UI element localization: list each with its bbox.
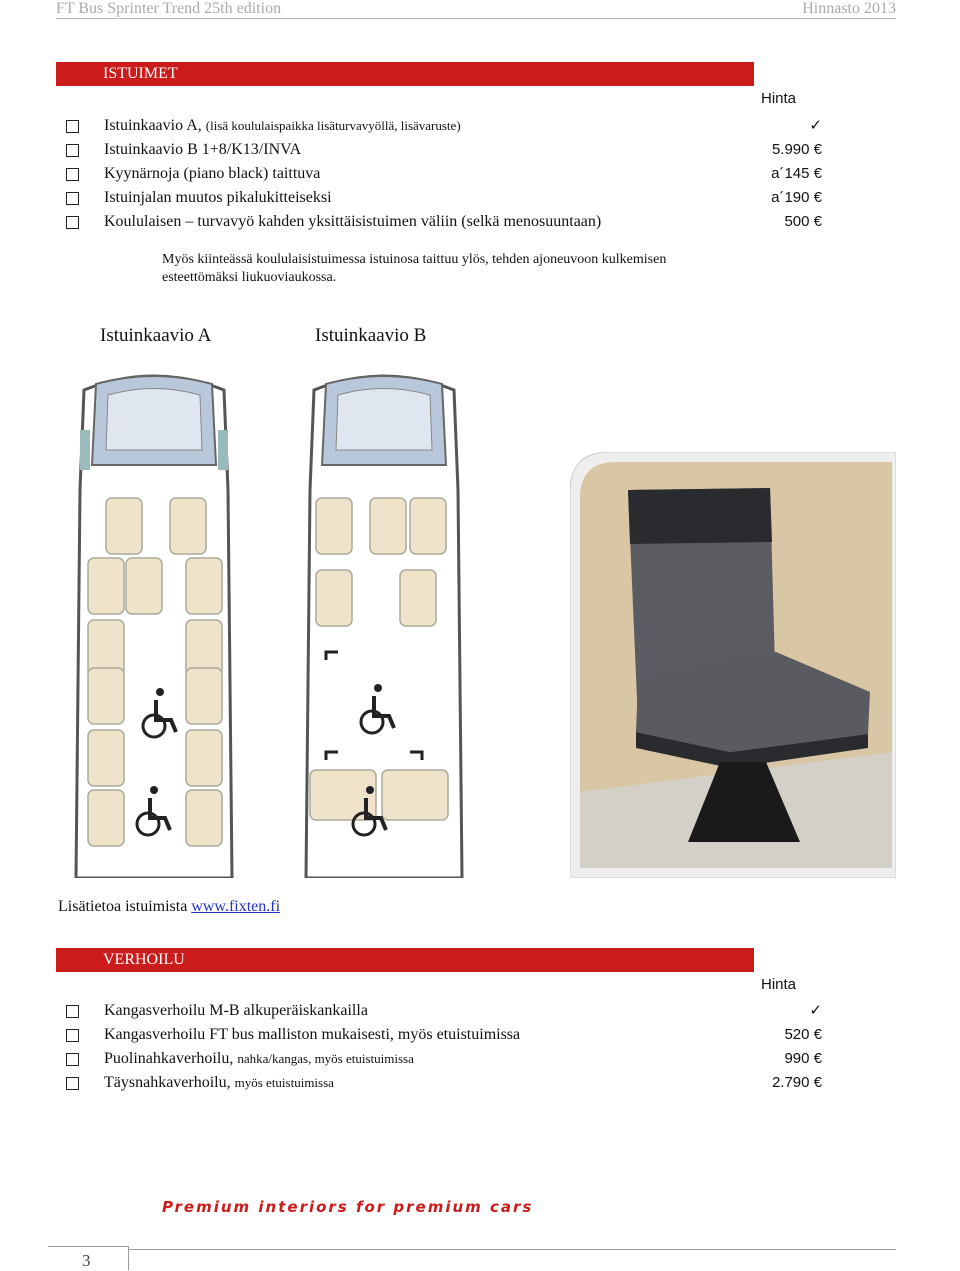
option-label: Kyynärnoja (piano black) taittuva	[104, 165, 321, 182]
option-label: Koululaisen – turvavyö kahden yksittäisistuimen väliin (selkä menosuuntaan)	[104, 213, 602, 230]
option-price: ✓	[809, 1002, 822, 1019]
seat-option-row	[62, 114, 822, 138]
option-price: a´145 €	[771, 165, 822, 182]
seat-option-row	[62, 210, 822, 234]
price-header-upholstery: Hinta	[761, 976, 797, 993]
upholstery-option-row	[62, 999, 822, 1023]
upholstery-option-row	[62, 1071, 822, 1095]
option-price: 5.990 €	[771, 141, 822, 158]
seat-option-row	[62, 186, 822, 210]
option-detail: myös etuistuimissa	[234, 1075, 334, 1090]
checkbox[interactable]	[66, 120, 79, 133]
seat-layout-a-diagram	[56, 370, 252, 878]
option-price: 990 €	[784, 1050, 822, 1067]
option-price: a´190 €	[771, 189, 822, 206]
option-label: Istuinkaavio A,	[104, 117, 206, 134]
option-detail: nahka/kangas, myös etuistuimissa	[237, 1051, 414, 1066]
seat-option-row	[62, 138, 822, 162]
section-bar-seats	[56, 62, 754, 86]
checkbox[interactable]	[66, 1005, 79, 1018]
checkbox[interactable]	[66, 144, 79, 157]
option-label: Puolinahkaverhoilu,	[104, 1050, 238, 1067]
more-info-label: Lisätietoa istuimista	[58, 898, 192, 915]
more-info	[58, 898, 280, 916]
price-header-seats: Hinta	[761, 90, 797, 107]
slogan: Premium interiors for premium cars	[162, 1198, 534, 1216]
seat-note: Myös kiinteässä koululaisistuimessa istuinosa taittuu ylös, tehden ajoneuvoon kulkemisen esteettömäksi liukuoviaukossa.	[162, 252, 667, 285]
footer-divider	[128, 1249, 896, 1250]
option-label: Täysnahkaverhoilu,	[104, 1074, 235, 1091]
header-title: FT Bus Sprinter Trend 25th edition	[56, 0, 282, 17]
page-header	[56, 0, 896, 19]
seat-option-row	[62, 162, 822, 186]
option-label: Istuinjalan muutos pikalukitteiseksi	[104, 189, 332, 206]
header-price-list: Hinnasto 2013	[802, 0, 896, 17]
checkbox[interactable]	[66, 168, 79, 181]
option-label: Istuinkaavio B 1+8/K13/INVA	[104, 141, 302, 158]
seat-layout-b-diagram	[286, 370, 482, 878]
option-label: Kangasverhoilu M-B alkuperäiskankailla	[104, 1002, 368, 1019]
option-price: 500 €	[784, 213, 822, 230]
section-title-upholstery: VERHOILU	[103, 951, 185, 968]
option-price: 2.790 €	[771, 1074, 822, 1091]
checkbox[interactable]	[66, 1077, 79, 1090]
page-number: 3	[82, 1251, 91, 1270]
section-bar-upholstery	[56, 948, 754, 972]
section-title-seats: ISTUIMET	[103, 65, 178, 82]
option-label: Kangasverhoilu FT bus malliston mukaisesti, myös etuistuimissa	[104, 1026, 521, 1043]
checkbox[interactable]	[66, 192, 79, 205]
option-price: ✓	[809, 117, 822, 134]
caption-layout-b: Istuinkaavio B	[315, 325, 427, 346]
option-detail: (lisä koululaispaikka lisäturvavyöllä, lisävaruste)	[205, 118, 461, 133]
checkbox[interactable]	[66, 1053, 79, 1066]
checkbox[interactable]	[66, 1029, 79, 1042]
checkbox[interactable]	[66, 216, 79, 229]
page-number-box	[48, 1246, 129, 1270]
seat-photo	[570, 452, 896, 878]
option-price: 520 €	[784, 1026, 822, 1043]
fixten-link[interactable]: www.fixten.fi	[191, 898, 281, 915]
upholstery-option-row	[62, 1047, 822, 1071]
caption-layout-a: Istuinkaavio A	[100, 325, 212, 346]
upholstery-option-row	[62, 1023, 822, 1047]
